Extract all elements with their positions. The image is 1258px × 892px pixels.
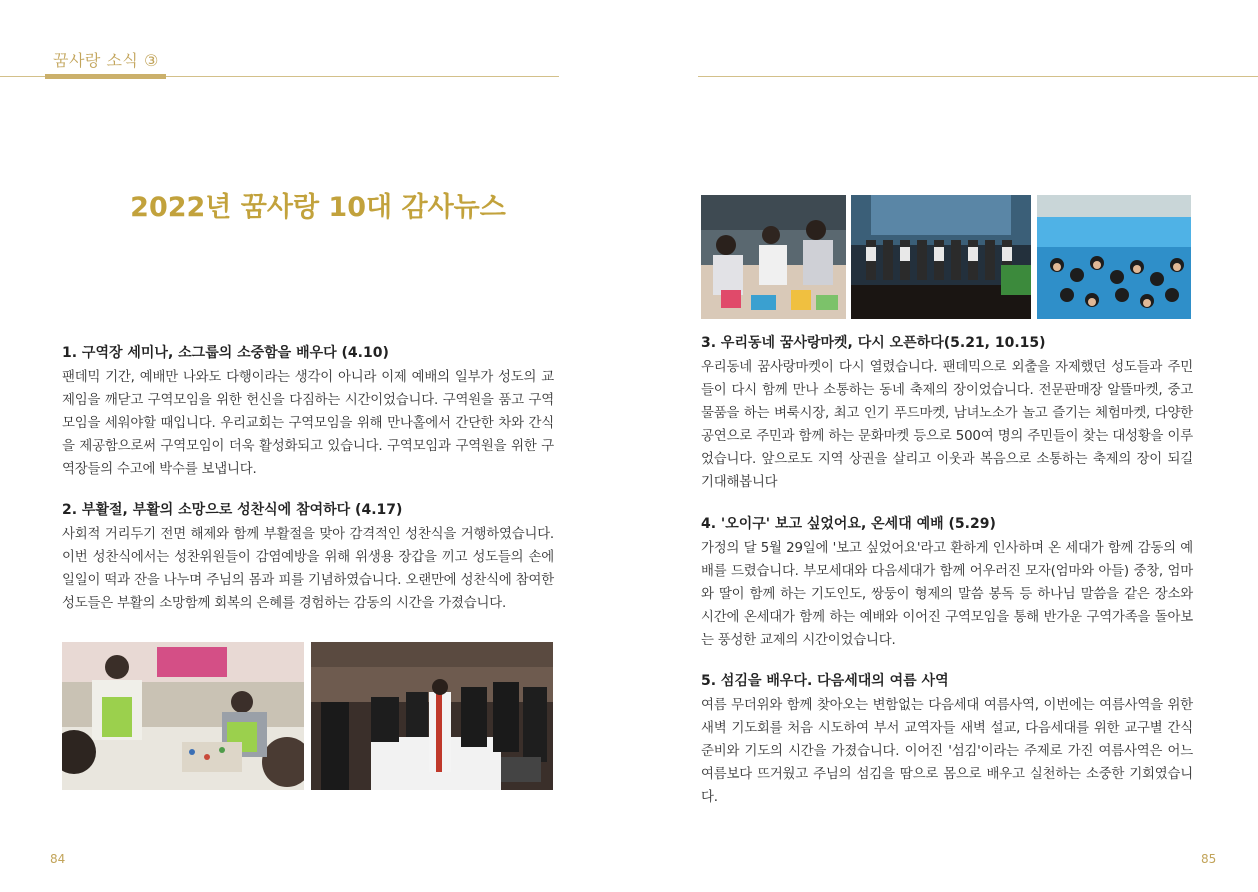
article-body: 여름 무더위와 함께 찾아오는 변함없는 다음세대 여름사역, 이번에는 여름사역을 위한 새벽 기도회를 처음 시도하여 부서 교역자들 새벽 설교, 다음세대를 위한 교구별 간식 준비와 기도의 시간을 가졌습니다. 이어진 '섬김'이라는 주제로 가진 여름사역은 어느 여름보다 뜨거웠고 주님의 섬김을 땀으로 몸으로 배우고 실천하는 소중한 기회였습니다.: [701, 698, 1193, 805]
section-header: [0, 44, 559, 80]
article-heading: 5. 섬김을 배우다. 다음세대의 여름 사역: [701, 673, 949, 689]
photo-communion: [311, 642, 553, 790]
article-body: 사회적 거리두기 전면 해제와 함께 부활절을 맞아 감격적인 성찬식을 거행하였습니다. 이번 성찬식에서는 성찬위원들이 감염예방을 위해 위생용 장갑을 끼고 성도들의 손에 일일이 떡과 잔을 나누며 주님의 몸과 피를 기념하였습니다. 오랜만에 성찬식에 참여한 성도들은 부활의 소망함께 회복의 은혜를 경험하는 감동의 시간을 가졌습니다.: [62, 527, 554, 611]
article-4: [701, 513, 1193, 652]
page-number-left: 84: [50, 852, 66, 866]
header-accent-bar: [45, 74, 166, 79]
photo-worship: [851, 195, 1031, 319]
photo-pool: [1037, 195, 1191, 319]
article-body: 팬데믹 기간, 예배만 나와도 다행이라는 생각이 아니라 이제 예배의 일부가 성도의 교제임을 깨닫고 구역모임을 위한 헌신을 다짐하는 시간이었습니다. 구역원을 품고 구역모임을 세워야할 때입니다. 우리교회는 구역모임을 위해 만나홀에서 간단한 차와 간식을 제공함으로써 구역모임이 더욱 활성화되고 있습니다. 구역모임과 구역원을 위한 구역장들의 수고에 박수를 보냅니다.: [62, 370, 554, 477]
article-1: [62, 342, 554, 481]
article-heading: 1. 구역장 세미나, 소그룹의 소중함을 배우다 (4.10): [62, 345, 389, 361]
article-body: 가정의 달 5월 29일에 '보고 싶었어요'라고 환하게 인사하며 온 세대가 함께 감동의 예배를 드렸습니다. 부모세대와 다음세대가 함께 어우러진 모자(엄마와 아들) 중창, 엄마와 딸이 함께 하는 기도인도, 쌍둥이 형제의 말씀 봉독 등 하나님 말씀을 같은 장소와 시간에 온세대가 함께 하는 예배와 이어진 구역모임을 통해 반가운 구역가족을 돌아보는 풍성한 교제의 시간이었습니다.: [701, 541, 1193, 648]
section-label: 꿈사랑 소식 ③: [53, 51, 159, 70]
article-heading: 2. 부활절, 부활의 소망으로 성찬식에 참여하다 (4.17): [62, 502, 403, 518]
article-heading: 4. '오이구' 보고 싶었어요, 온세대 예배 (5.29): [701, 516, 996, 532]
photo-cell-group: [62, 642, 304, 790]
article-body: 우리동네 꿈사랑마켓이 다시 열렸습니다. 팬데믹으로 외출을 자제했던 성도들과 주민들이 다시 함께 만나 소통하는 동네 축제의 장이었습니다. 전문판매장 알뜰마켓, 중고물품을 하는 벼룩시장, 최고 인기 푸드마켓, 남녀노소가 놀고 즐기는 체험마켓, 다양한 공연으로 주민과 함께 하는 문화마켓 등으로 500여 명의 주민들이 찾는 대성황을 이루었습니다. 앞으로도 지역 상권을 살리고 이웃과 복음으로 소통하는 축제의 장이 되길 기대해봅니다: [701, 360, 1193, 490]
article-5: [701, 670, 1193, 809]
photo-market: [701, 195, 846, 319]
article-heading: 3. 우리동네 꿈사랑마켓, 다시 오픈하다(5.21, 10.15): [701, 335, 1046, 351]
page-number-right: 85: [1201, 852, 1217, 866]
article-3: [701, 332, 1193, 494]
article-2: [62, 499, 554, 615]
page-title: 2022년 꿈사랑 10대 감사뉴스: [130, 192, 506, 223]
header-rule-right: [698, 76, 1258, 77]
